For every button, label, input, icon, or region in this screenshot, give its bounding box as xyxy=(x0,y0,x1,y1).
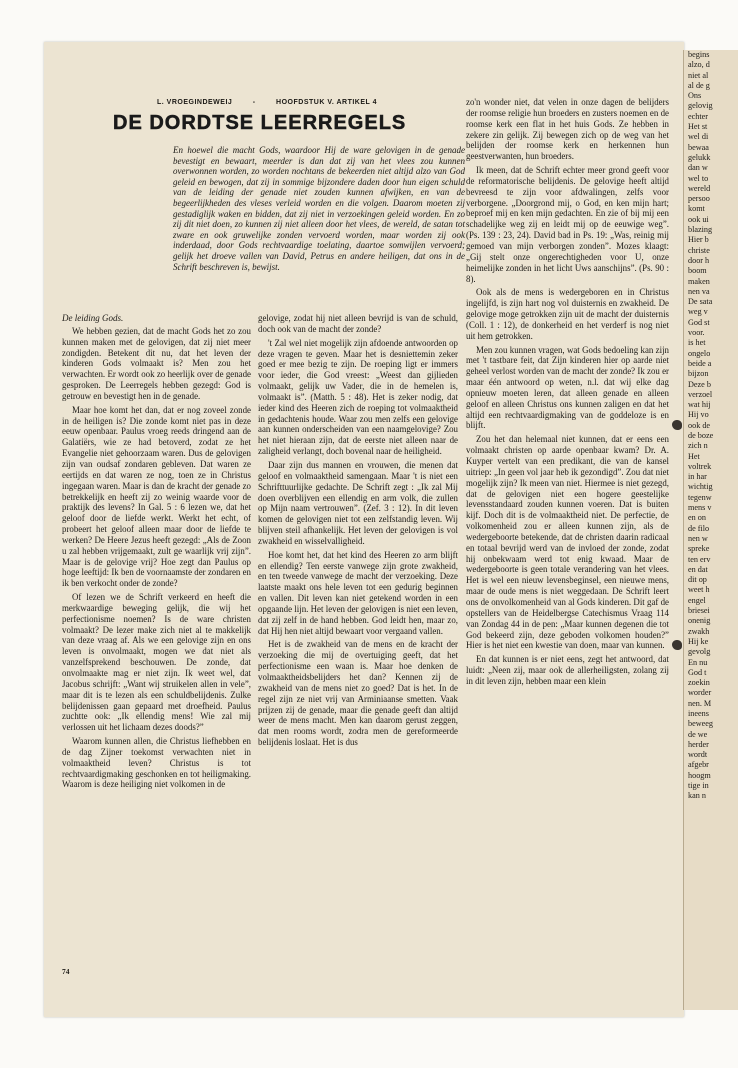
next-page-line: Deze b xyxy=(688,379,711,389)
next-page-line: is het xyxy=(688,338,706,348)
paragraph: En dat kunnen is er niet eens, zegt het antwoord, dat luidt: „Neen zij, maar ook de allerheiligsten, zolang zij in dit leven zijn, hebben maar een klein xyxy=(466,654,669,686)
paragraph: 't Zal wel niet mogelijk zijn afdoende antwoorden op deze vragen te geven. Maar het is desniettemin zeker goed er mee bezig te zijn. De roeping ligt er immers voor ieder, die God vreest: „Weest dan gijlieden volmaakt, gelijk uw Vader, die in de hemelen is, volmaakt is”. (Matth. 5 : 48). Het is zeker nodig, dat ieder kind des Heeren zich de roeping tot volmaaktheid in gedachtenis houde. Waar zou men zelfs een gelovige aan kunnen onderscheiden van een naamgelovige? Zou het niet hieraan zijn, dat de eerste niet alleen naar de zaligheid verlangt, doch bovenal naar de heiligheid. xyxy=(258,337,458,457)
next-page-line: alzo, d xyxy=(688,60,710,70)
next-page-line: maken xyxy=(688,276,710,286)
next-page-line: God t xyxy=(688,667,707,677)
next-page-line: onenig xyxy=(688,616,711,626)
next-page-line: komt xyxy=(688,204,705,214)
running-header xyxy=(157,99,395,106)
next-page-line: in har xyxy=(688,472,707,482)
next-page-line: bijzon xyxy=(688,369,709,379)
paragraph: gelovige, zodat hij niet alleen bevrijd is van de schuld, doch ook van de macht der zonde? xyxy=(258,313,458,334)
paragraph: zo'n wonder niet, dat velen in onze dagen de belijders der roomse religie hun broeders en zusters noemen en de roomse kerk een flat in het huis Gods. Ze hebben in zekere zin gelijk. Zij bewegen zich op de weg van het belijden der roomse kerk en herkennen hun geestverwanten, hun broeders. xyxy=(466,97,669,162)
next-page-line: begins xyxy=(688,50,710,59)
next-page-line: wel di xyxy=(688,132,709,142)
next-page-line: wereld xyxy=(688,183,711,193)
next-page-line: Het xyxy=(688,451,700,461)
next-page-line: kan n xyxy=(688,791,706,801)
next-page-line: al de g xyxy=(688,80,710,90)
paragraph: Zou het dan helemaal niet kunnen, dat er eens een volmaakt christen op aarde openbaar kwam? Dr. A. Kuyper vertelt van een predikant, die van de kansel uitriep: „In geen vol jaar heb ik gezondigd”. Zou dat niet mogelijk zijn? Ik meen van niet. Hiermee is niet gezegd, dat de gelovigen niet een hogere geestelijke levensstandaard zouden kunnen voeren. Dat is buiten kijf. Doch dit is de volmaaktheid niet. De perfectie, de volkomenheid zou er alleen kunnen zijn, als de wedergeboorte betekende, dat de christen daarin radicaal en totaal bevrijd werd van de invloed der zonde, zodat hij onbekwaam werd tot enig kwaad. Maar de wedergeboorte is geen totale verandering van het vlees. Het is wel een nieuw levensbeginsel, een nieuwe mens, maar de oude mens is niet weggedaan. De Schrift leert ons de onvolkomenheid van al Gods kinderen. Dit gaf de opstellers van de Heidelbergse Catechismus Vraag 114 van Zondag 44 in de pen: „Maar kunnen degenen die tot God bekeerd zijn, deze geboden volkomen houden?” Hier is het niet een kwestie van doen, maar van kunnen. xyxy=(466,434,669,651)
next-page-line: de boze xyxy=(688,430,714,440)
next-page-line: afgebr xyxy=(688,760,709,770)
next-page-line: Hier b xyxy=(688,235,709,245)
next-page-line: engel xyxy=(688,595,706,605)
next-page-line: christe xyxy=(688,245,710,255)
next-page-line: Hij vo xyxy=(688,410,709,420)
paragraph: Ook als de mens is wedergeboren en in Christus ingelijfd, is zijn hart nog vol duisternis en zwakheid. De gelovige moge getrokken zijn uit de macht der duisternis (Coll. 1 : 12), de donkerheid en het verderf is nog niet uit hem getrokken. xyxy=(466,287,669,341)
paragraph: We hebben gezien, dat de macht Gods het zo zou kunnen maken met de gelovigen, dat zij niet meer zondigden. Betekent dit nu, dat het leven der kinderen Gods volmaakt is? Men zou het verwachten. Er wordt ook zo heerlijk over de genade gesproken. De Leerregels hebben gezegd: God is getrouw en bevestigt hen in de genade. xyxy=(62,325,251,401)
next-page-line: gelovig xyxy=(688,101,713,111)
next-page-line: tegenw xyxy=(688,492,712,502)
paragraph: Ik meen, dat de Schrift echter meer grond geeft voor de reformatorische belijdenis. De gelovige heeft altijd bevreesd te zijn voor afdwalingen, zelfs voor verborgene. „Doorgrond mij, o God, en ken mijn hart; beproef mij en ken mijn gedachten. En zie of bij mij een schadelijke weg zij en leidt mij op de eeuwige weg”. (Ps. 139 : 23, 24). David bad in Ps. 19: „Was, reinig mij gemoed van mijn verborgen zonden”. Mozes klaagt: „Gij stelt onze ongerechtigheden voor U, onze heimelijke zonden in het licht Uws aanschijns”. (Ps. 90 : 8). xyxy=(466,165,669,284)
next-page-line: de filo xyxy=(688,523,710,533)
paragraph: Of lezen we de Schrift verkeerd en heeft die merkwaardige beweging gelijk, die wij het perfectionisme noemen? Is de ware christen volmaakt? De lezer make zich niet al te makkelijk van deze vraag af. Als we een gelovige zijn en ons leven is onvolmaakt, mogen we dat niet als vanzelfsprekend beschouwen. De zonde, dat onvolmaakte mag er niet zijn. Ik weet wel, dat Jacobus schrijft: „Want wij struikelen allen in vele”, maar dit is te lezen als een schuldbelijdenis. Zulke belijdenissen gaan gepaard met droefheid. Paulus zuchtte ook: „Ik ellendig mens! Wie zal mij verlossen uit het lichaam dezes doods?” xyxy=(62,592,251,733)
next-page-line: beweeg xyxy=(688,719,714,729)
next-page-line: En nu xyxy=(688,657,708,667)
paragraph: Het is de zwakheid van de mens en de kracht der verzoeking die mij de overtuiging geeft, dat het perfectionisme een waan is. Maar hoe denken de volmaaktheidsbelijders het dan? Kennen zij de zwakheid van de mens niet zo goed? Dat is het. In de regel zijn ze niet vrij van Arminiaanse smetten. Vaak prijzen zij de genade, maar die genade geeft dan altijd weer de mens macht. Men kan daarom gerust zeggen, dat men rooms wordt, zodra men de gereformeerde belijdenis loslaat. Het is dus xyxy=(258,639,458,748)
ink-blot-mark xyxy=(672,640,682,650)
next-page-line: herder xyxy=(688,739,709,749)
paragraph: Maar hoe komt het dan, dat er nog zoveel zonde in de heiligen is? Die zonde komt niet pas in deze eeuw openbaar. Paulus vroeg reeds dringend aan de Galatiërs, wie ze had betoverd, zodat ze het Evangelie niet gehoorzaam waren. Dus de gelovigen zijn van oudsaf zondaren gebleven. Dat waren ze eertijds en dat waren ze nog, toen ze in Christus ingegaan waren. Maar is dan de kracht der genade zo betrekkelijk en heeft zij zo weinig waarde voor de praktijk des levens? In Gal. 5 : 6 lezen we, dat het geloof door de liefde werkt. Werkt het echt, of probeert het geloof alleen maar door de liefde te werken? De Heere Jezus heeft gezegd: „Als de Zoon u zal hebben vrijgemaakt, zult ge waarlijk vrij zijn”. Maar is de gelovige vrij? Hoe zegt dan Paulus op hoge leeftijd: Ik ben de voornaamste der zondaren en ik ben verkocht onder de zonde? xyxy=(62,404,251,589)
next-page-line: de we xyxy=(688,729,708,739)
next-page-edge xyxy=(683,50,738,1010)
next-page-line: echter xyxy=(688,111,708,121)
next-page-line: niet al xyxy=(688,70,709,80)
next-page-line: nen. M xyxy=(688,698,712,708)
next-page-line: zwakh xyxy=(688,626,710,636)
next-page-line: ook ui xyxy=(688,214,709,224)
next-page-line: gevolg xyxy=(688,647,711,657)
next-page-line: spreke xyxy=(688,544,710,554)
next-page-line: bewaa xyxy=(688,142,709,152)
next-page-line: verzoel xyxy=(688,389,713,399)
next-page-line: nen va xyxy=(688,286,710,296)
next-page-line: tige in xyxy=(688,781,709,791)
next-page-line: beide a xyxy=(688,358,712,368)
column-2 xyxy=(258,313,458,751)
paragraph: Daar zijn dus mannen en vrouwen, die menen dat geloof en volmaaktheid samengaan. Maar 't is niet een Schrifttuurlijke gedachte. De Schrift zegt : „Ik zal Mij doen overblijven een ellendig en arm volk, die zullen op Mijn naam vertrouwen”. (Zef. 3 : 12). In dit leven komen de gelovigen niet tot een zelfstandig leven. Wij blijven steil afhankelijk. Het leven der gelovigen is vol zwakheid en wisselvalligheid. xyxy=(258,459,458,546)
next-page-line: wichtig xyxy=(688,482,713,492)
next-page-line: dit op xyxy=(688,575,707,585)
header-separator: - xyxy=(252,99,256,106)
next-page-line: en on xyxy=(688,513,706,523)
next-page-line: ten erv xyxy=(688,554,711,564)
next-page-line: wordt xyxy=(688,750,708,760)
next-page-line: hoogm xyxy=(688,770,711,780)
next-page-line: gelukk xyxy=(688,152,711,162)
next-page-line: zoekin xyxy=(688,678,710,688)
column-1 xyxy=(62,313,251,793)
ink-blot-mark xyxy=(672,420,682,430)
next-page-line: persoo xyxy=(688,194,710,204)
section-heading: De leiding Gods. xyxy=(62,313,124,323)
next-page-line: wel to xyxy=(688,173,709,183)
next-page-line: door h xyxy=(688,255,710,265)
next-page-line: voltrek xyxy=(688,461,712,471)
next-page-line: weg v xyxy=(688,307,708,317)
header-author: L. VROEGINDEWEIJ xyxy=(157,99,233,106)
next-page-line: boom xyxy=(688,266,707,276)
paragraph: Men zou kunnen vragen, wat Gods bedoeling kan zijn met 't tastbare feit, dat Zijn kinderen hier op aarde niet geheel verlost worden van de macht der zonde? Ik zou er maar één antwoord op weten, n.l. dat wij elke dag opnieuw moeten leren, dat alleen genade en alleen geloof en alleen Christus ons kunnen zaligen en dat het altijd een rechtvaardigmaking van de goddeloze is en blijft. xyxy=(466,344,669,431)
page-number: 74 xyxy=(62,967,70,976)
next-page-line: Ons xyxy=(688,91,702,101)
next-page-line: Hij ke xyxy=(688,636,709,646)
next-page-line: wat hij xyxy=(688,400,711,410)
next-page-line: en dat xyxy=(688,564,708,574)
next-page-line: De sata xyxy=(688,297,713,307)
paragraph: Waarom kunnen allen, die Christus liefhebben en de dag Zijner toekomst verwachten niet in volmaaktheid leven? Christus is tot rechtvaardigmaking geschonken en tot heiligmaking. Waarom is deze heiliging niet volkomen in de xyxy=(62,736,251,790)
next-page-line: zich n xyxy=(688,441,708,451)
next-page-line: worder xyxy=(688,688,712,698)
next-page-line: nen w xyxy=(688,533,708,543)
column-3 xyxy=(466,97,669,690)
next-page-line: mens v xyxy=(688,503,712,513)
next-page-line: ongelo xyxy=(688,348,711,358)
next-page-line: ineens xyxy=(688,709,709,718)
page-title: DE DORDTSE LEERREGELS xyxy=(113,112,407,134)
paragraph: Hoe komt het, dat het kind des Heeren zo arm blijft en ellendig? Ten eerste vanwege zijn grote zwakheid, en ten tweede vanwege de macht der verzoeking. Deze laatste maakt ons hele leven tot een gedurig beginnen en vallen. Dit leven kan niet getekend worden in een opgaande lijn. Het leven der gelovigen is niet een leven, dat zij zelf in de hand hebben. God leidt hen, maar zo, dat Hij hen niet altijd bewaart voor vergaand vallen. xyxy=(258,549,458,636)
next-page-line: weet h xyxy=(688,585,710,595)
next-page-line: ook de xyxy=(688,420,711,430)
next-page-line: dan w xyxy=(688,163,708,173)
next-page-line: blazing xyxy=(688,225,713,235)
article-intro: En hoewel die macht Gods, waardoor Hij de ware gelovigen in de genade bevestigt en bewaart, meerder is dan dat zij van het vlees zou kunnen overwonnen worden, zo worden nochtans de bekeerden niet altijd alzo van God geleid en bewogen, dat zij in sommige bijzondere daden door hun eigen schuld van de leiding der genade niet zouden kunnen afwijken, en van de begeerlijkheden des vleses verleid worden en die volgen. Daarom moeten zij gestadiglijk waken en bidden, dat zij niet in verzoekingen geleid worden. En zo zij dit niet doen, zo kunnen zij niet alleen door het vlees, de wereld, de satan tot zware en ook gruwelijke zonden vervoerd worden, maar worden zij ook inderdaad, door Gods rechtvaardige toelating, daartoe somwijlen vervoerd; gelijk het droeve vallen van David, Petrus en andere heiligen, dat ons in de Schrift beschreven is, bewijst. xyxy=(173,145,465,272)
next-page-line: voor. xyxy=(688,328,705,338)
next-page-line: briesei xyxy=(688,606,710,616)
next-page-line: Het st xyxy=(688,122,708,132)
next-page-line: God st xyxy=(688,317,710,327)
header-chapter: HOOFDSTUK V. ARTIKEL 4 xyxy=(276,99,378,106)
